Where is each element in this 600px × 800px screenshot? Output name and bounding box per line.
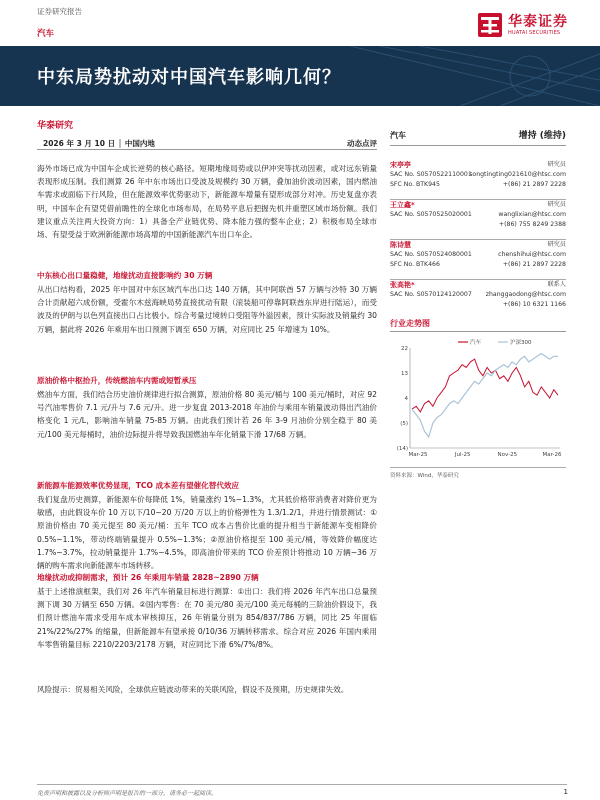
report-date-region: 2026 年 3 月 10 日 │ 中国内地 (43, 139, 155, 148)
x-tick-label: Nov-25 (497, 452, 518, 458)
analyst-email[interactable]: songtingting021610@htsc.com (469, 171, 566, 178)
analyst-phone: +(86) 10 6321 1166 (502, 301, 566, 308)
legend-label: 汽车 (470, 340, 482, 346)
x-tick-label: Mar-25 (408, 452, 428, 458)
paragraph-2: 从出口结构看，2025 年中国对中东区域汽车出口达 140 万辆，其中阿联酋 57 万辆与沙特 30 万辆合计贡献超六成份额，受霍尔木兹海峡局势直接扰动有限（滚装船可停靠阿联酋东岸进行陆运），而受波及的伊朗与以色列直接出口占比极小。综合考量过境转口受阻等外溢因素，预计实际波及销量约 30 万辆，据此将 2026 年乘用车出口预测下调至 650 万辆，对应同比 25 年增速为 10%。 (37, 285, 377, 334)
analyst-name: 王立鑫* (390, 201, 415, 209)
section-heading-4: 地缘扰动或抑制需求，预计 26 年乘用车销量 2828~2890 万辆 (37, 573, 259, 582)
x-tick-label: Jul-25 (454, 452, 471, 458)
analyst-phone: +(86) 21 2897 2228 (502, 261, 566, 268)
analyst-card (390, 280, 566, 320)
analyst-role: 研究员 (547, 201, 566, 208)
analyst-name: 张高艳* (390, 281, 415, 289)
rating-industry: 汽车 (390, 131, 406, 140)
y-tick-label: (5) (400, 421, 408, 427)
analyst-phone: +(86) 755 8249 2388 (498, 221, 566, 228)
logo-mark-icon (477, 12, 503, 38)
legend-label: 沪深300 (510, 340, 532, 346)
analyst-sfc: SFC No. BTK466 (390, 261, 440, 268)
analyst-card (390, 200, 566, 240)
analyst-email[interactable]: chenshihui@htsc.com (498, 251, 566, 258)
section-heading-1: 中东核心出口量稳健，地缘扰动直接影响约 30 万辆 (37, 271, 213, 280)
analyst-role: 联系人 (547, 281, 566, 288)
x-tick-label: Mar-26 (542, 452, 562, 458)
analyst-sac: SAC No. S0570124120007 (390, 291, 472, 298)
chart-source: 资料来源：Wind，华泰研究 (390, 467, 566, 479)
analyst-email[interactable]: wanglixian@htsc.com (498, 211, 566, 218)
analyst-sac: SAC No. S0570522110001 (390, 171, 472, 178)
date-line (37, 136, 377, 150)
analyst-sfc: SFC No. BTK945 (390, 181, 440, 188)
section-heading-2: 原油价格中枢抬升，传统燃油车内需或短暂承压 (37, 376, 197, 385)
analyst-role: 研究员 (547, 161, 566, 168)
analyst-card (390, 160, 566, 200)
paragraph-4: 我们复盘历史测算，新能源车价每降低 1%，销量涨约 1%~1.3%，尤其低价格带消费者对降价更为敏感，由此假设车价 10 万以下/10~20 万/20 万以上的价格弹性为 1.3/1.2/1，并进行情景测试：①原油价格由 70 美元提至 80 美元/桶：五年 TCO 成本占售价比重的提升相当于新能源车变相降价 0.5%~1.1%，带动终端销量提升 0.5%~1.3%；②原油价格提至 100 美元/桶，等效降价幅度达 1.7%~3.7%，拉动销量提升 1.7%~4.5%，即高油价带来的 TCO 价差预计将推动 10 万辆~36 万辆的购车需求向新能源车市场转移。 (37, 495, 377, 571)
analyst-sac: SAC No. S0570525020001 (390, 211, 472, 218)
analyst-email[interactable]: zhanggaodong@htsc.com (485, 291, 566, 298)
report-type: 动态点评 (347, 139, 377, 148)
title-banner (0, 46, 600, 106)
logo-text-cn: 华泰证券 (508, 13, 568, 30)
report-title: 中东局势扰动对中国汽车影响几何？ (37, 67, 341, 88)
section-heading-3: 新能源车能源效率优势显现，TCO 成本差有望催化替代效应 (37, 481, 240, 490)
logo-text-en: HUATAI SECURITIES (508, 29, 561, 36)
footer-disclaimer: 免责声明和披露以及分析师声明是报告的一部分，请务必一起阅读。 (37, 790, 218, 797)
trend-chart-title: 行业走势图 (390, 319, 430, 328)
company-logo (477, 12, 568, 38)
rating-value: 增持 (维持) (518, 131, 566, 141)
analyst-role: 研究员 (547, 241, 566, 248)
industry-trend-chart (388, 336, 568, 464)
series-line-hs300 (412, 354, 558, 437)
intro-paragraph: 海外市场已成为中国车企成长逆势的核心路径。短期地缘局势或以伊冲突等扰动因素，或对远东销量表现形成压制。我们测算 26 年中东市场出口受波及规模约 30 万辆，叠加油价波动因素，国内燃油车需求或面临下行风险，但在能源效率优势驱动下，新能源车增量有望形成部分对冲。历史复盘亦表明，中国车企有望凭借前瞻性的全球化市场布局，在局势平息后把握先机并重塑区域市场份额。我们建议重点关注两大投资方向：1）具备全产业链优势、降本能力强的整车企业；2）积极布局全球市场、有望受益于欧洲新能源市场高增的中国新能源汽车出口车企。 (37, 164, 377, 240)
y-tick-label: 22 (401, 346, 408, 352)
sector-label: 汽车 (37, 29, 55, 39)
analyst-name: 宋亭亭 (390, 161, 411, 169)
rating-box (390, 128, 566, 146)
risk-paragraph: 风险提示：贸易相关风险，全球供应链波动带来的关联风险，假设不及预期，历史规律失效。 (37, 685, 349, 694)
analyst-phone: +(86) 21 2897 2228 (502, 181, 566, 188)
doc-type-label: 证券研究报告 (37, 7, 82, 16)
paragraph-5: 基于上述推演框架，我们对 26 年汽车销量目标进行测算：①出口：我们将 2026 年汽车出口总量预测下调 30 万辆至 650 万辆。②国内零售：在 70 美元/80 美元/100 美元每桶的三阶油价假设下，我们预计燃油车需求受用车成本审核抑压，26 年销量分别为 854/837/786 万辆，同比 25 年面临 21%/22%/27% 的缩量，但新能源车有望承接 0/10/36 万辆转移需求。综合对应 2026 年国内乘用车零售销量目标 2210/2203/2178 万辆，对应同比下滑 6%/7%/8%。 (37, 587, 377, 649)
series-line-auto (412, 359, 558, 412)
analyst-sac: SAC No. S0570524080001 (390, 251, 472, 258)
analyst-card (390, 240, 566, 280)
analyst-name: 陈诗慧 (390, 241, 411, 249)
footer-divider (37, 784, 567, 785)
org-name: 华泰研究 (37, 121, 74, 131)
trend-divider (390, 331, 566, 332)
paragraph-3: 燃油车方面，我们结合历史油价规律进行拟合测算，原油价格 80 美元/桶与 100 美元/桶时，对应 92 号汽油零售价 7.1 元/升与 7.6 元/升。进一步复盘 2013-2018 年油价与乘用车销量波动得出汽油价格变化 1 元/L，影响油车销量 75-85 万辆。由此我们预计若 26 年 3-9 月油价分别全稳于 80 美元/100 美元每桶时，油价边际提升将导致我国燃油车年化销量下滑 17/68 万辆。 (37, 390, 377, 439)
report-meta (37, 118, 377, 148)
y-tick-label: 4 (404, 396, 408, 402)
y-tick-label: 13 (401, 371, 408, 377)
page-number: 1 (563, 788, 568, 796)
y-tick-label: (14) (396, 446, 408, 452)
